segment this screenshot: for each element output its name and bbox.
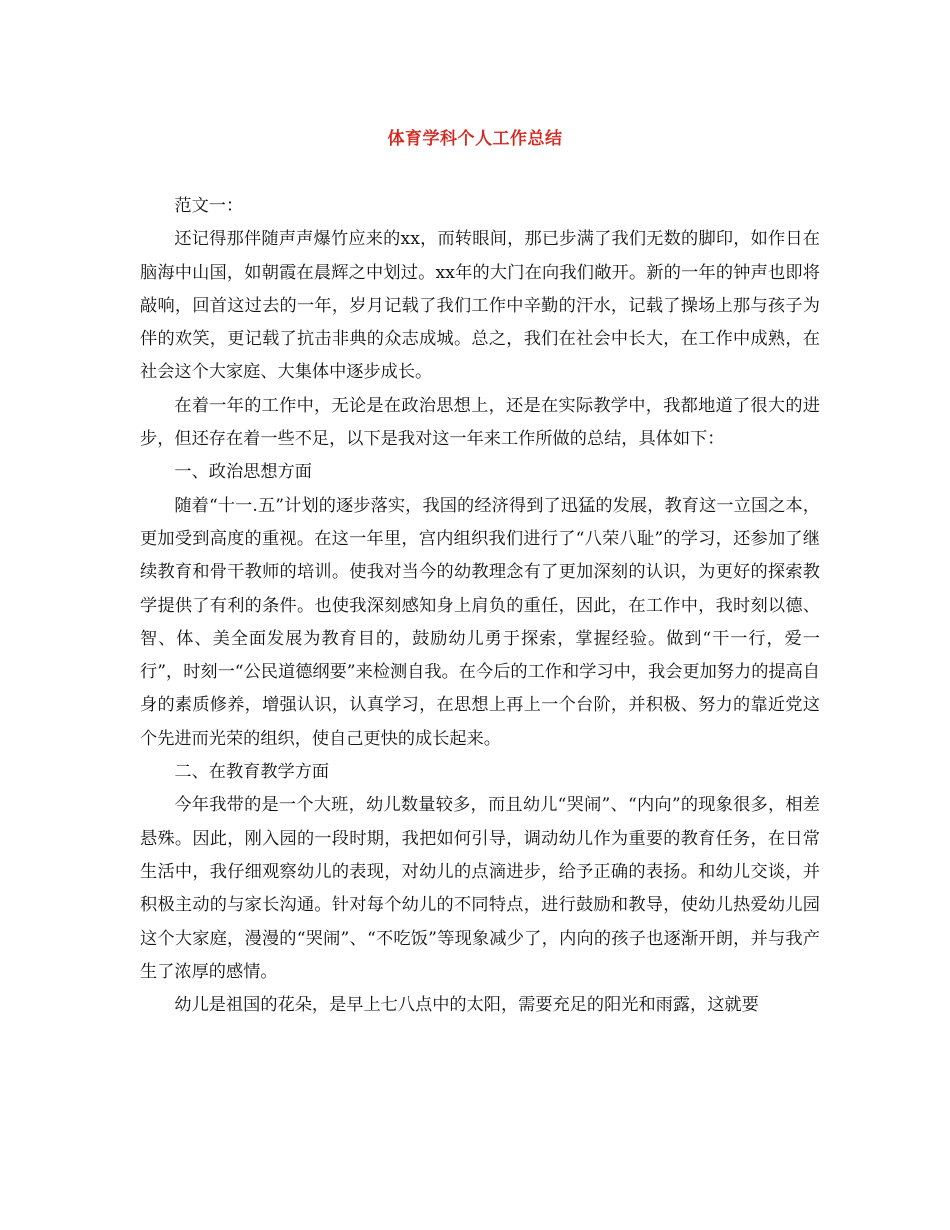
section-heading: 一、政治思想方面 [174, 462, 312, 483]
section-heading: 二、在教育教学方面 [174, 762, 330, 783]
document-title: 体育学科个人工作总结 [387, 129, 563, 149]
paragraph: 还记得那伴随声声爆竹应来的xx，而转眼间，那已步满了我们无数的脚印，如作日在脑海中山国，如朝霞在晨辉之中划过。xx年的大门在向我们敞开。新的一年的钟声也即将敲响，回首这过去的一年，岁月记载了我们工作中辛勤的汗水，记载了操场上那与孩子为伴的欢笑，更记载了抗击非典的众志成城。总之，我们在社会中长大，在工作中成熟，在社会这个大家庭、大集体中逐步成长。 [140, 229, 820, 383]
paragraph: 在着一年的工作中，无论是在政治思想上，还是在实际教学中，我都地道了很大的进步，但还存在着一些不足，以下是我对这一年来工作所做的总结，具体如下： [140, 395, 820, 450]
paragraph-intro-label: 范文一： [174, 196, 244, 216]
paragraph: 今年我带的是一个大班，幼儿数量较多，而且幼儿“哭闹”、“内向”的现象很多，相差悬殊。因此，刚入园的一段时期，我把如何引导，调动幼儿作为重要的教育任务，在日常生活中，我仔细观察幼儿的表现，对幼儿的点滴进步，给予正确的表扬。和幼儿交谈，并积极主动的与家长沟通。针对每个幼儿的不同特点，进行鼓励和教导，使幼儿热爱幼儿园这个大家庭，漫漫的“哭闹”、“不吃饭”等现象减少了，内向的孩子也逐渐开朗，并与我产生了浓厚的感情。 [140, 795, 820, 982]
document-body [140, 190, 820, 1022]
paragraph: 随着“十一.五”计划的逐步落实，我国的经济得到了迅猛的发展，教育这一立国之本，更加受到高度的重视。在这一年里，宫内组织我们进行了“八荣八耻”的学习，还参加了继续教育和骨干教师的培训。使我对当今的幼教理念有了更加深刻的认识，为更好的探索教学提供了有利的条件。也使我深刻感知身上肩负的重任，因此，在工作中，我时刻以德、智、体、美全面发展为教育目的，鼓励幼儿勇于探索，掌握经验。做到“干一行，爱一行”，时刻一“公民道德纲要”来检测自我。在今后的工作和学习中，我会更加努力的提高自身的素质修养，增强认识，认真学习，在思想上再上一个台阶，并积极、努力的靠近党这个先进而光荣的组织，使自己更快的成长起来。 [140, 495, 820, 749]
paragraph: 幼儿是祖国的花朵，是早上七八点中的太阳，需要充足的阳光和雨露，这就要 [174, 995, 759, 1016]
